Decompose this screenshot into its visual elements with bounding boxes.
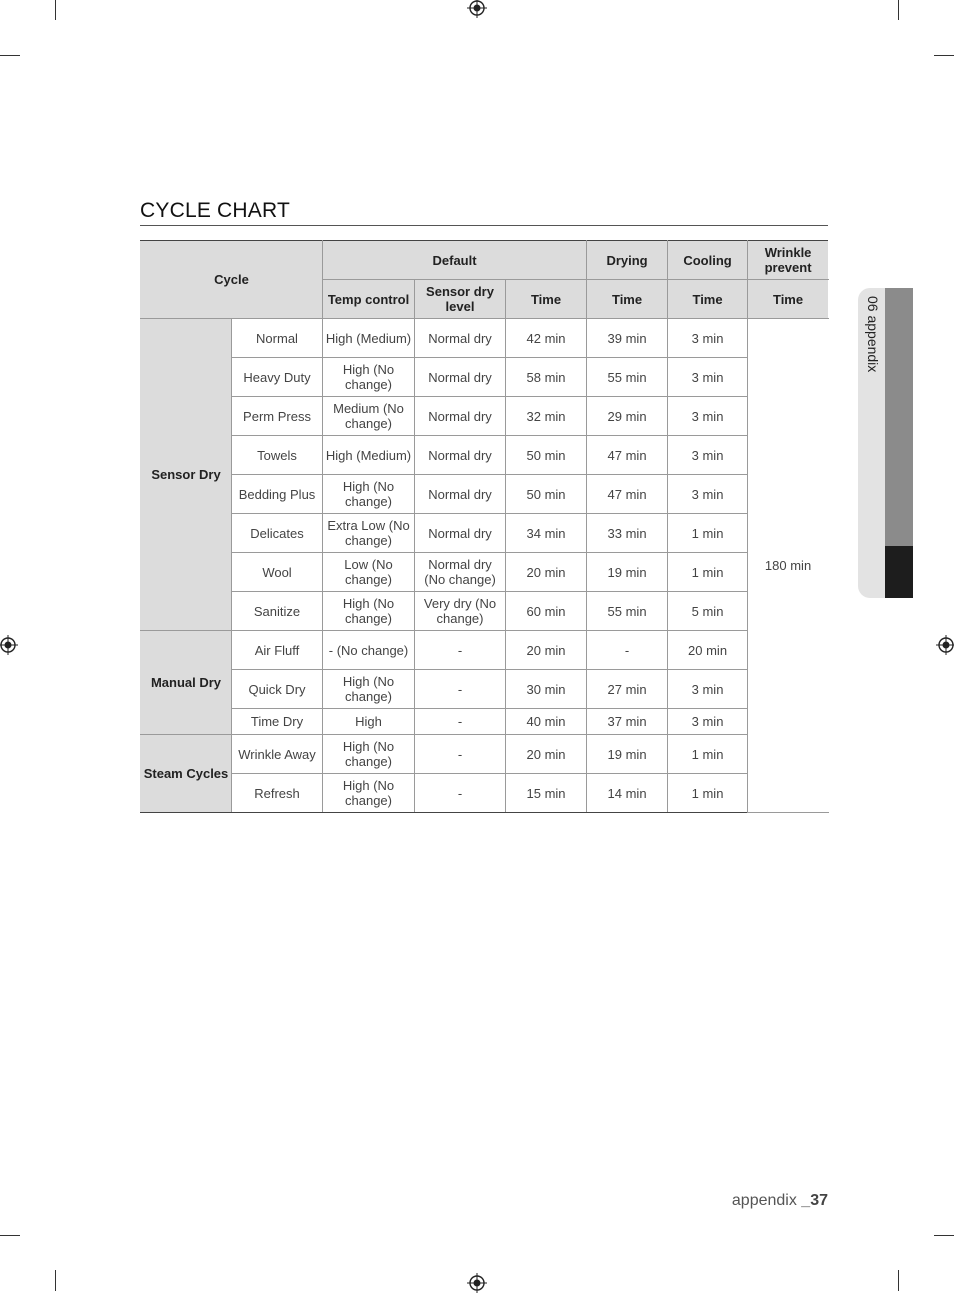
registration-mark-icon [936, 635, 954, 655]
drying-time: 47 min [587, 436, 668, 475]
default-time: 60 min [506, 592, 587, 631]
group-steam-cycles: Steam Cycles [141, 735, 232, 813]
temp-control: High (No change) [323, 735, 415, 774]
table-row [141, 553, 829, 592]
cooling-time: 5 min [668, 592, 748, 631]
default-time: 20 min [506, 631, 587, 670]
sensor-dry-level: - [415, 670, 506, 709]
crop-mark [934, 1235, 954, 1236]
temp-control: High [323, 709, 415, 735]
sensor-dry-level: Normal dry [415, 319, 506, 358]
drying-time: 27 min [587, 670, 668, 709]
default-time: 20 min [506, 735, 587, 774]
temp-control: - (No change) [323, 631, 415, 670]
default-time: 15 min [506, 774, 587, 813]
sensor-dry-level: Normal dry [415, 436, 506, 475]
table-row [141, 709, 829, 735]
table-row [141, 475, 829, 514]
cooling-time: 3 min [668, 670, 748, 709]
sensor-dry-level: - [415, 709, 506, 735]
drying-time: 29 min [587, 397, 668, 436]
registration-mark-icon [467, 1273, 487, 1293]
header-wrinkle-time: Time [748, 280, 829, 319]
cooling-time: 1 min [668, 735, 748, 774]
default-time: 50 min [506, 475, 587, 514]
table-row [141, 436, 829, 475]
drying-time: - [587, 631, 668, 670]
cooling-time: 20 min [668, 631, 748, 670]
header-cooling-time: Time [668, 280, 748, 319]
drying-time: 37 min [587, 709, 668, 735]
section-tab-label: 06 appendix [865, 296, 881, 373]
drying-time: 55 min [587, 358, 668, 397]
sensor-dry-level: Normal dry [415, 475, 506, 514]
sensor-dry-level: Normal dry (No change) [415, 553, 506, 592]
page-title: CYCLE CHART [140, 199, 291, 222]
group-manual-dry: Manual Dry [141, 631, 232, 735]
cooling-time: 3 min [668, 475, 748, 514]
temp-control: Medium (No change) [323, 397, 415, 436]
cycle-name: Wrinkle Away [232, 735, 323, 774]
drying-time: 47 min [587, 475, 668, 514]
cycle-name: Heavy Duty [232, 358, 323, 397]
default-time: 34 min [506, 514, 587, 553]
table-row [141, 592, 829, 631]
crop-mark [55, 0, 56, 20]
drying-time: 19 min [587, 553, 668, 592]
footer-label: appendix [731, 1192, 797, 1209]
cooling-time: 3 min [668, 436, 748, 475]
cycle-name: Refresh [232, 774, 323, 813]
section-tab-bar [885, 288, 913, 546]
table-row [141, 319, 829, 358]
sensor-dry-level: Normal dry [415, 358, 506, 397]
temp-control: High (No change) [323, 670, 415, 709]
table-row [141, 631, 829, 670]
header-drying: Drying [587, 241, 668, 280]
table-row [141, 774, 829, 813]
crop-mark [934, 55, 954, 56]
default-time: 42 min [506, 319, 587, 358]
cycle-name: Normal [232, 319, 323, 358]
drying-time: 19 min [587, 735, 668, 774]
default-time: 58 min [506, 358, 587, 397]
page-number: _37 [801, 1192, 828, 1209]
crop-mark [0, 1235, 20, 1236]
default-time: 30 min [506, 670, 587, 709]
cycle-name: Air Fluff [232, 631, 323, 670]
temp-control: High (No change) [323, 592, 415, 631]
default-time: 40 min [506, 709, 587, 735]
cycle-chart-table [140, 240, 829, 813]
sensor-dry-level: Very dry (No change) [415, 592, 506, 631]
header-temp-control: Temp control [323, 280, 415, 319]
table-row [141, 514, 829, 553]
temp-control: Extra Low (No change) [323, 514, 415, 553]
temp-control: High (No change) [323, 475, 415, 514]
cycle-name: Wool [232, 553, 323, 592]
cooling-time: 1 min [668, 514, 748, 553]
sensor-dry-level: Normal dry [415, 514, 506, 553]
cycle-name: Perm Press [232, 397, 323, 436]
default-time: 20 min [506, 553, 587, 592]
header-default: Default [323, 241, 587, 280]
header-cycle: Cycle [141, 241, 323, 319]
cycle-name: Bedding Plus [232, 475, 323, 514]
cooling-time: 1 min [668, 774, 748, 813]
header-sensor-dry-level: Sensor dry level [415, 280, 506, 319]
temp-control: High (No change) [323, 358, 415, 397]
header-wrinkle-prevent: Wrinkle prevent [748, 241, 829, 280]
header-drying-time: Time [587, 280, 668, 319]
sensor-dry-level: Normal dry [415, 397, 506, 436]
table-row [141, 670, 829, 709]
registration-mark-icon [467, 0, 487, 18]
table-row [141, 397, 829, 436]
drying-time: 14 min [587, 774, 668, 813]
cooling-time: 3 min [668, 358, 748, 397]
group-sensor-dry: Sensor Dry [141, 319, 232, 631]
title-divider [140, 225, 828, 226]
crop-mark [0, 55, 20, 56]
sensor-dry-level: - [415, 631, 506, 670]
cooling-time: 3 min [668, 319, 748, 358]
drying-time: 39 min [587, 319, 668, 358]
crop-mark [898, 0, 899, 20]
wrinkle-prevent-time: 180 min [748, 319, 829, 813]
cooling-time: 1 min [668, 553, 748, 592]
section-tab-marker [885, 546, 913, 598]
cycle-name: Towels [232, 436, 323, 475]
header-cooling: Cooling [668, 241, 748, 280]
cooling-time: 3 min [668, 397, 748, 436]
table-row [141, 735, 829, 774]
table-row [141, 358, 829, 397]
registration-mark-icon [0, 635, 18, 655]
temp-control: High (Medium) [323, 436, 415, 475]
sensor-dry-level: - [415, 774, 506, 813]
temp-control: High (No change) [323, 774, 415, 813]
cycle-name: Time Dry [232, 709, 323, 735]
sensor-dry-level: - [415, 735, 506, 774]
header-time: Time [506, 280, 587, 319]
crop-mark [55, 1270, 56, 1291]
temp-control: High (Medium) [323, 319, 415, 358]
page-footer [732, 1192, 828, 1210]
temp-control: Low (No change) [323, 553, 415, 592]
cooling-time: 3 min [668, 709, 748, 735]
cycle-name: Sanitize [232, 592, 323, 631]
default-time: 50 min [506, 436, 587, 475]
drying-time: 33 min [587, 514, 668, 553]
drying-time: 55 min [587, 592, 668, 631]
cycle-name: Quick Dry [232, 670, 323, 709]
crop-mark [898, 1270, 899, 1291]
cycle-name: Delicates [232, 514, 323, 553]
default-time: 32 min [506, 397, 587, 436]
